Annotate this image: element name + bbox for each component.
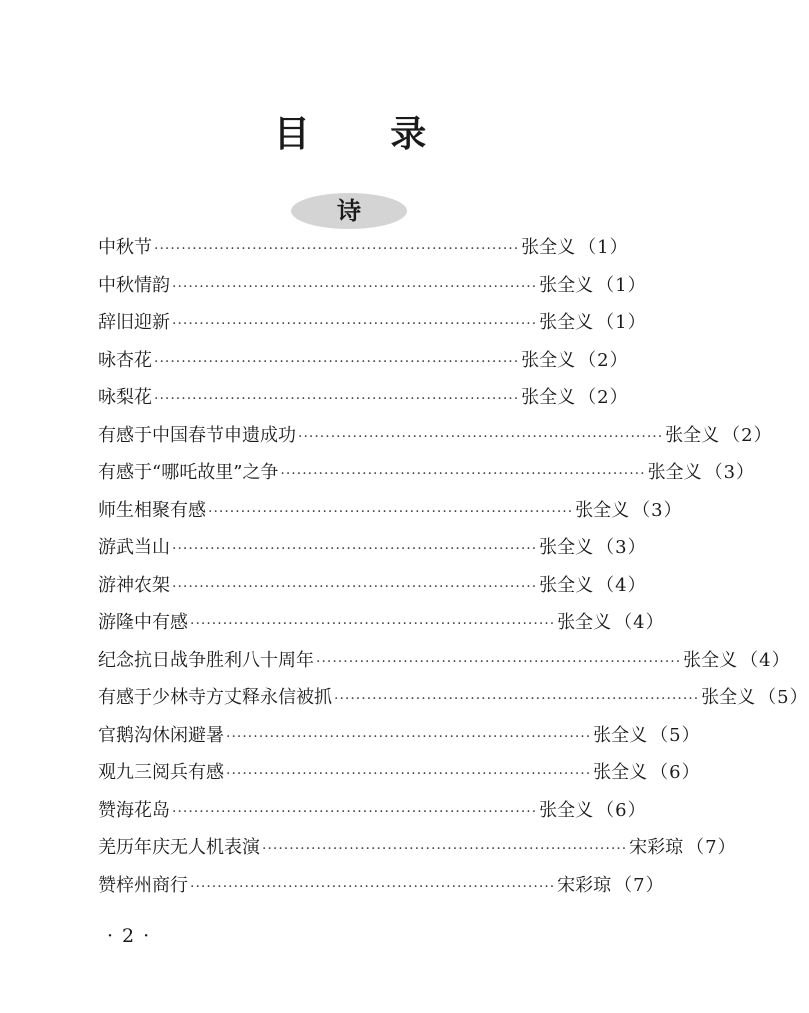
page-title: 目 录	[273, 113, 461, 155]
toc-entry-title: 羌历年庆无人机表演	[98, 837, 260, 858]
toc-entry[interactable]	[98, 717, 701, 755]
dot-leader: ···································································	[280, 466, 646, 482]
toc-entry[interactable]	[98, 342, 629, 380]
toc-entry-title: 有感于中国春节申遗成功	[98, 424, 296, 446]
toc-entry-author: 张全义	[701, 687, 756, 708]
dot-leader: ···································································	[172, 803, 538, 820]
toc-entry-page: （4）	[614, 612, 665, 633]
toc-entry[interactable]	[98, 679, 809, 717]
dot-leader: ···································································	[226, 728, 592, 745]
toc-entry-title: 中秋节	[98, 237, 152, 258]
toc-entry[interactable]	[98, 642, 791, 680]
toc-entry-author: 张全义	[521, 349, 576, 371]
dot-leader: ···································································	[298, 428, 664, 445]
toc-entry[interactable]	[98, 492, 683, 530]
dot-leader: ···································································	[262, 841, 628, 857]
toc-entry-title: 赞海花岛	[98, 799, 170, 821]
toc-entry-author: 张全义	[665, 424, 720, 446]
page-number	[98, 924, 158, 948]
toc-entry-title: 纪念抗日战争胜利八十周年	[98, 649, 314, 671]
dot-leader: ···································································	[172, 541, 538, 557]
dot-leader: ···································································	[172, 278, 538, 295]
toc-entry[interactable]	[98, 267, 647, 305]
toc-entry[interactable]	[98, 792, 647, 830]
toc-entry-page: （4）	[740, 649, 791, 671]
toc-entry[interactable]	[98, 304, 647, 342]
toc-entry-author: 张全义	[539, 312, 594, 333]
dot-leader: ···································································	[154, 391, 520, 407]
toc-entry-title: 师生相聚有感	[98, 499, 206, 521]
toc-entry-title: 官鹅沟休闲避暑	[98, 724, 224, 746]
toc-entry-page: （6）	[650, 762, 701, 783]
toc-entry-page: （3）	[632, 499, 683, 521]
page-number-bullet-right: ·	[143, 925, 150, 947]
toc-entry-page: （1）	[596, 274, 647, 296]
toc-entry-page: （2）	[578, 387, 629, 408]
toc-entry-author: 张全义	[683, 649, 738, 671]
page-number-value: 2	[122, 925, 135, 947]
toc-entry-page: （3）	[704, 462, 756, 483]
dot-leader: ···································································	[190, 616, 556, 632]
toc-entry-author: 张全义	[593, 762, 648, 783]
toc-entry[interactable]	[98, 529, 647, 567]
toc-entry-title: 游隆中有感	[98, 612, 188, 633]
toc-entry-title: 有感于“哪吒故里”之争	[98, 462, 279, 483]
toc-entry-author: 张全义	[575, 499, 630, 521]
toc-entry-title: 赞梓州商行	[98, 874, 188, 896]
toc-entry-author: 宋彩琼	[557, 874, 612, 896]
toc-entry-author: 张全义	[539, 537, 594, 558]
toc-entry-author: 张全义	[521, 387, 576, 408]
toc-entry-title: 中秋情韵	[98, 274, 170, 296]
toc-entry-author: 张全义	[557, 612, 612, 633]
toc-entry-author: 张全义	[539, 574, 594, 596]
toc-entry-page: （1）	[596, 312, 647, 333]
dot-leader: ···································································	[154, 241, 520, 257]
toc-entry-title: 辞旧迎新	[98, 312, 170, 333]
table-of-contents	[98, 229, 809, 904]
dot-leader: ···································································	[190, 878, 556, 895]
toc-entry-page: （6）	[596, 799, 647, 821]
dot-leader: ···································································	[316, 653, 682, 670]
toc-entry-title: 咏杏花	[98, 349, 152, 371]
toc-entry-page: （5）	[758, 687, 809, 708]
dot-leader: ···································································	[172, 316, 538, 332]
dot-leader: ···································································	[226, 766, 592, 782]
toc-entry-page: （2）	[578, 349, 629, 371]
toc-entry[interactable]	[98, 567, 647, 605]
toc-entry[interactable]	[98, 829, 737, 867]
toc-entry-author: 张全义	[539, 274, 594, 296]
toc-entry-page: （2）	[722, 424, 773, 446]
toc-entry[interactable]	[98, 604, 665, 642]
toc-entry-page: （5）	[650, 724, 701, 746]
section-badge	[291, 193, 407, 229]
toc-entry-author: 张全义	[539, 799, 594, 821]
toc-entry[interactable]	[98, 229, 629, 267]
section-label: 诗	[337, 196, 361, 225]
toc-entry-page: （4）	[596, 574, 647, 596]
dot-leader: ···································································	[172, 578, 538, 595]
toc-entry[interactable]	[98, 379, 629, 417]
toc-entry-page: （7）	[614, 874, 665, 896]
toc-entry[interactable]	[98, 454, 756, 492]
toc-entry-title: 观九三阅兵有感	[98, 762, 224, 783]
toc-entry-title: 游神农架	[98, 574, 170, 596]
toc-entry-author: 张全义	[647, 462, 702, 483]
toc-entry[interactable]	[98, 867, 665, 905]
dot-leader: ···································································	[334, 691, 700, 707]
toc-entry-author: 张全义	[521, 237, 576, 258]
toc-entry-author: 宋彩琼	[629, 837, 684, 858]
dot-leader: ···································································	[154, 353, 520, 370]
toc-entry-title: 有感于少林寺方丈释永信被抓	[98, 687, 332, 708]
toc-entry[interactable]	[98, 417, 773, 455]
page-number-bullet-left: ·	[107, 925, 114, 947]
toc-entry-title: 咏梨花	[98, 387, 152, 408]
toc-entry-page: （7）	[686, 837, 737, 858]
toc-entry-author: 张全义	[593, 724, 648, 746]
toc-entry-title: 游武当山	[98, 537, 170, 558]
toc-entry-page: （1）	[578, 237, 629, 258]
toc-entry[interactable]	[98, 754, 701, 792]
toc-entry-page: （3）	[596, 537, 647, 558]
dot-leader: ···································································	[208, 503, 574, 520]
